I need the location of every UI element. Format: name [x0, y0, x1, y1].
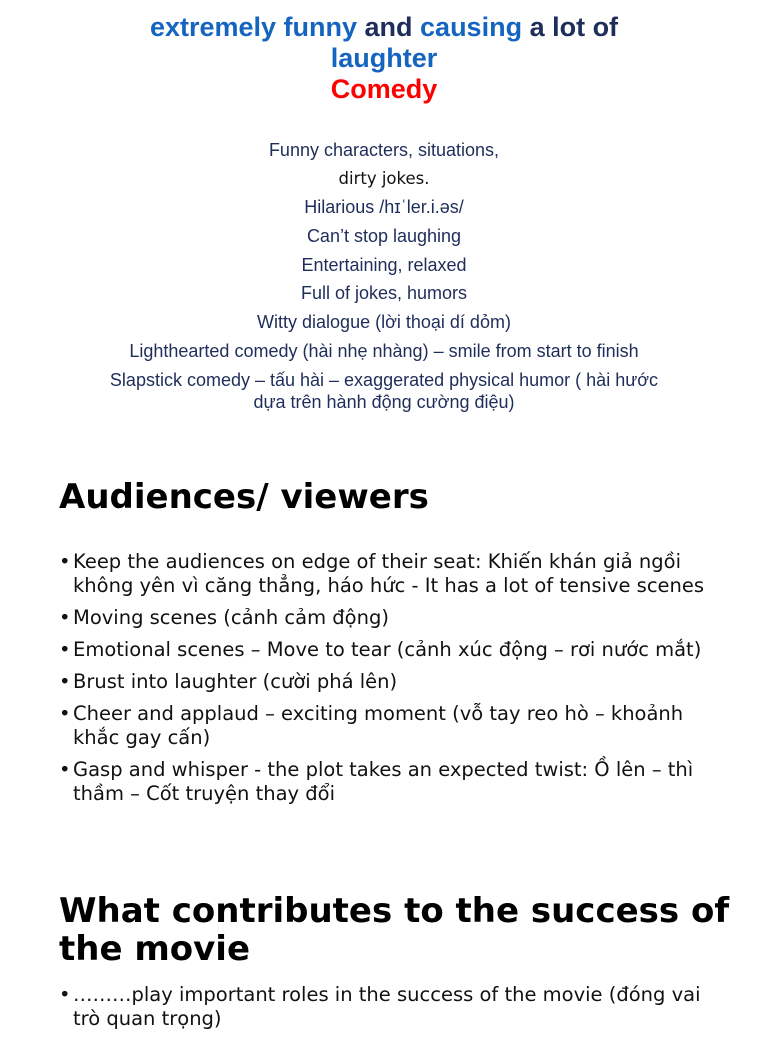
- description-line: Entertaining, relaxed: [301, 254, 467, 275]
- title-part-2: and: [357, 12, 421, 42]
- description-line: Witty dialogue (lời thoại dí dỏm): [257, 312, 511, 333]
- description-line: Funny characters, situations,: [268, 140, 500, 160]
- title-line-1: [0, 12, 768, 43]
- description-line: Can’t stop laughing: [306, 226, 462, 247]
- list-item: • Emotional scenes – Move to tear (cảnh xúc động – rơi nước mắt): [59, 638, 719, 662]
- description-line: Lighthearted comedy (hài nhẹ nhàng) – smile from start to finish: [129, 340, 639, 361]
- description-line: dirty jokes.: [338, 168, 430, 188]
- audiences-list: [59, 550, 719, 814]
- title-part-4: a lot of: [522, 12, 619, 42]
- list-item: • Gasp and whisper - the plot takes an expected twist: Ồ lên – thì thầm – Cốt truyện thay đổi: [59, 758, 719, 806]
- success-heading: What contributes to the success of the movie: [59, 891, 730, 969]
- list-item: • Keep the audiences on edge of their seat: Khiến khán giả ngồi không yên vì căng thẳng, háo hức - It has a lot of tensive scenes: [59, 550, 719, 598]
- title-part-1: extremely funny: [149, 12, 358, 42]
- genre-title: Comedy: [330, 74, 438, 104]
- list-item: • Brust into laughter (cười phá lên): [59, 670, 719, 694]
- list-item: • ………play important roles in the success of the movie (đóng vai trò quan trọng): [59, 983, 719, 1031]
- list-item: • Cheer and applaud – exciting moment (vỗ tay reo hò – khoảnh khắc gay cấn): [59, 702, 719, 750]
- description-line: Full of jokes, humors: [300, 283, 468, 304]
- title-part-3: causing: [420, 12, 523, 42]
- description-line: Slapstick comedy – tấu hài – exaggerated physical humor ( hài hước dựa trên hành động cường điệu): [109, 369, 659, 412]
- description-line: Hilarious /hɪˈler.i.əs/: [304, 197, 464, 218]
- page-title: [0, 12, 768, 105]
- success-list: [59, 983, 719, 1039]
- audiences-heading: Audiences/ viewers: [59, 477, 429, 517]
- description-block: [100, 139, 668, 419]
- list-item: • Moving scenes (cảnh cảm động): [59, 606, 719, 630]
- title-line-2: laughter: [330, 43, 438, 73]
